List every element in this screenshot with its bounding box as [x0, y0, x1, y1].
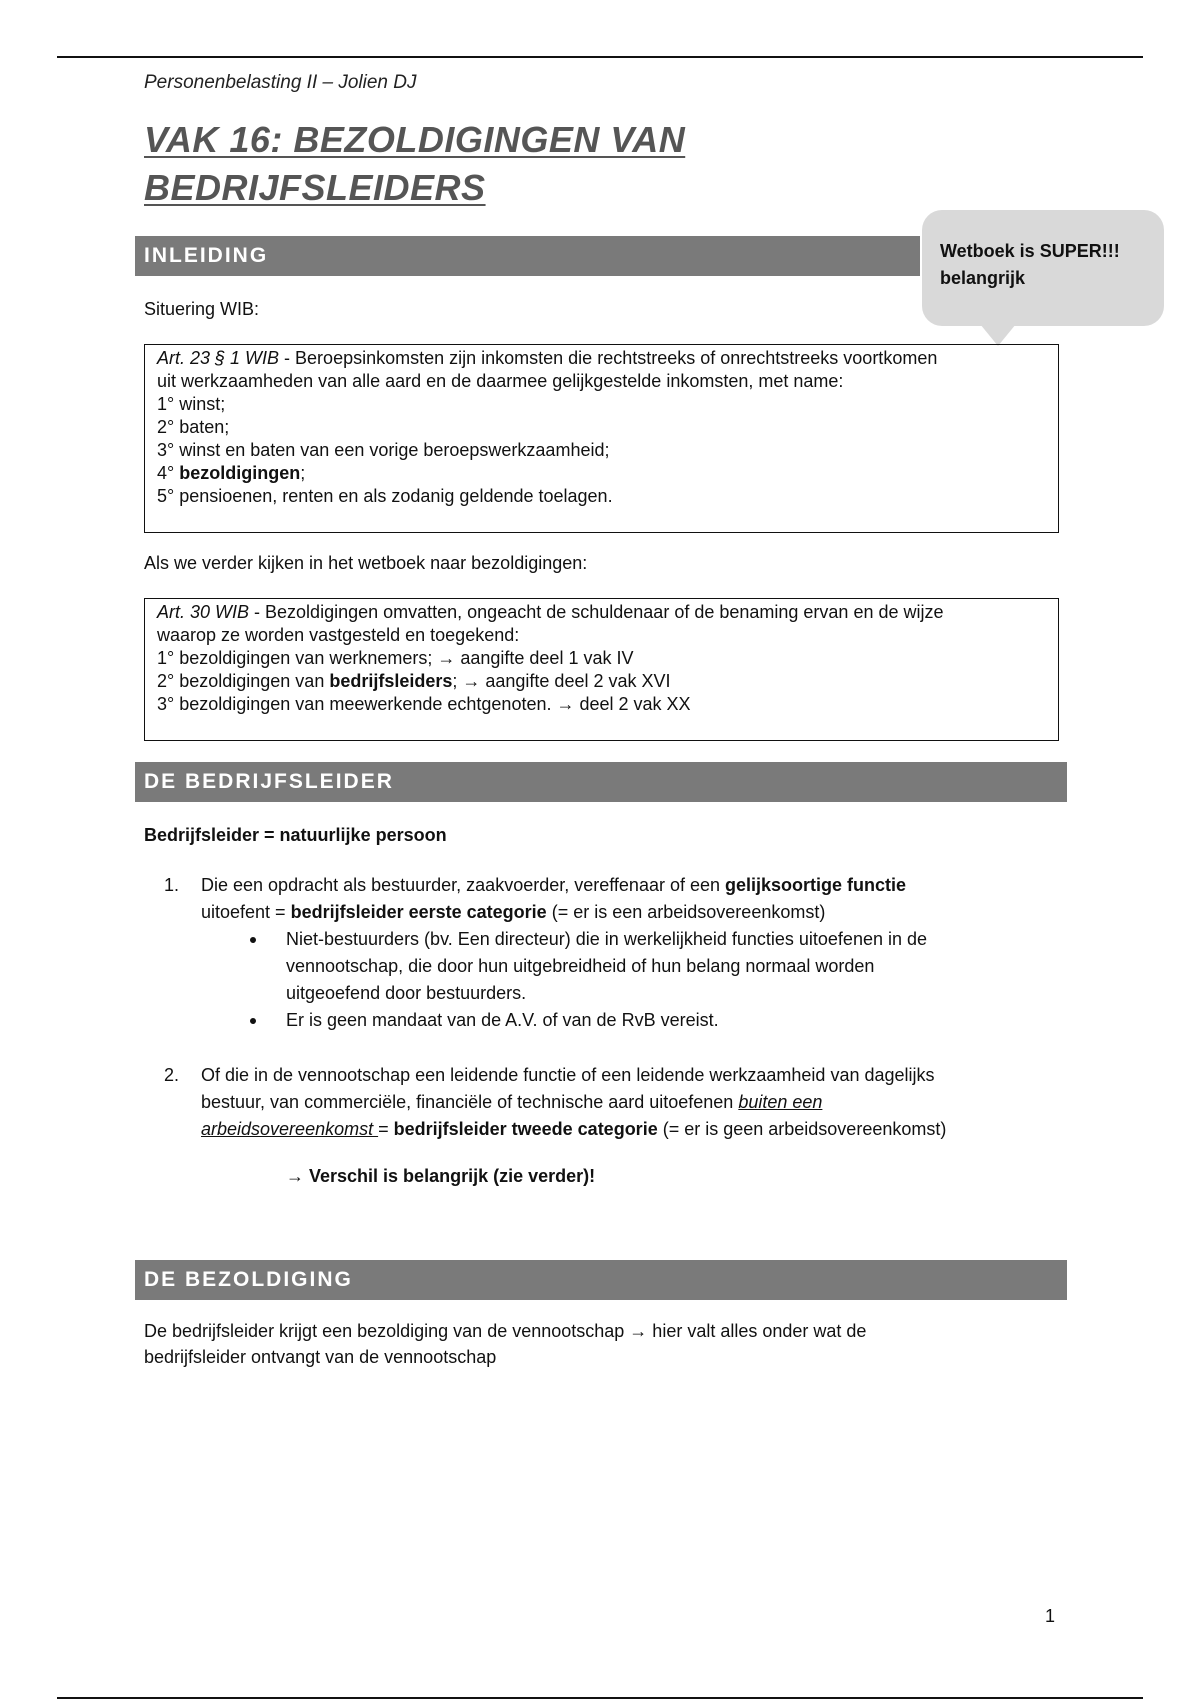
- law-item: 2° bezoldigingen van bedrijfsleiders; → aangifte deel 2 vak XVI: [157, 671, 671, 691]
- law-item: 2° baten;: [157, 417, 230, 437]
- title-line-1: VAK 16: BEZOLDIGINGEN VAN: [144, 119, 686, 160]
- bullet-item: Er is geen mandaat van de A.V. of van de RvB vereist.: [144, 1007, 950, 1034]
- law-item: 1° bezoldigingen van werknemers; → aangifte deel 1 vak IV: [157, 648, 634, 668]
- list-number: 2.: [164, 1065, 180, 1085]
- running-header: Personenbelasting II – Jolien DJ: [144, 72, 417, 93]
- callout-line-2: belangrijk: [940, 268, 1026, 288]
- page-number: 1: [1045, 1606, 1056, 1626]
- law-item: 5° pensioenen, renten en als zodanig geldende toelagen.: [157, 486, 613, 506]
- law-ref-art30: Art. 30 WIB: [157, 602, 250, 622]
- law-box-art30-line-1: Art. 30 WIB - Bezoldigingen omvatten, ongeacht de schuldenaar of de benaming ervan en de wijze: [157, 602, 944, 622]
- section-heading-bedrijfsleider: DE BEDRIJFSLEIDER: [135, 762, 1067, 802]
- law-box-art23-line-2: uit werkzaamheden van alle aard en de daarmee gelijkgestelde inkomsten, met name:: [157, 371, 844, 391]
- list-number: 1.: [164, 875, 180, 895]
- section-heading-bezoldiging: DE BEZOLDIGING: [135, 1260, 1067, 1300]
- law-box-art23-line-1: Art. 23 § 1 WIB - Beroepsinkomsten zijn inkomsten die rechtstreeks of onrechtstreeks voortkomen: [157, 348, 938, 368]
- law-box-art30: [144, 598, 1059, 741]
- comment-callout: [922, 210, 1164, 326]
- callout-tail: [980, 324, 1016, 346]
- bullet-item: Niet-bestuurders (bv. Een directeur) die in werkelijkheid functies uitoefenen in de vennootschap, die door hun uitgebreidheid of hun belang normaal worden uitgeoefend door bestuurders.: [144, 926, 950, 1007]
- law-box-art23: [144, 344, 1059, 533]
- important-note: → Verschil is belangrijk (zie verder)!: [286, 1166, 596, 1186]
- law-item: 3° bezoldigingen van meewerkende echtgenoten. → deel 2 vak XX: [157, 694, 691, 714]
- document-title: [144, 116, 864, 212]
- bedrijfsleider-list: [144, 872, 1064, 1034]
- inleiding-intro: Situering WIB:: [144, 299, 260, 319]
- bottom-rule: [57, 1697, 1143, 1699]
- inleiding-between-text: Als we verder kijken in het wetboek naar bezoldigingen:: [144, 553, 588, 573]
- section-heading-inleiding: INLEIDING: [135, 236, 920, 276]
- law-ref-art23: Art. 23 § 1 WIB: [157, 348, 280, 368]
- list-item-1: 1. Die een opdracht als bestuurder, zaakvoerder, vereffenaar of een gelijksoortige functie uitoefent = bedrijfsleider eerste categorie (= er is een arbeidsovereenkomst): [144, 872, 1064, 926]
- bullet-list: [144, 926, 1144, 1034]
- callout-line-1: Wetboek is SUPER!!!: [940, 241, 1120, 261]
- bullet-dot-icon: [250, 937, 256, 943]
- top-rule: [57, 56, 1143, 58]
- bezoldiging-paragraph: De bedrijfsleider krijgt een bezoldiging van de vennootschap → hier valt alles onder wat de bedrijfsleider ontvangt van de vennootschap: [144, 1321, 867, 1367]
- title-line-2: BEDRIJFSLEIDERS: [144, 167, 486, 208]
- law-item: 4° bezoldigingen;: [157, 463, 306, 483]
- law-item: 3° winst en baten van een vorige beroepswerkzaamheid;: [157, 440, 610, 460]
- bullet-dot-icon: [250, 1018, 256, 1024]
- list-item-2: 2. Of die in de vennootschap een leidende functie of een leidende werkzaamheid van dagelijks bestuur, van commerciële, financiële of technische aard uitoefenen buiten een arbeidsovereenkomst = bedrijfsleider tweede categorie (= er is geen arbeidsovereenkomst): [144, 1062, 1064, 1143]
- law-item: 1° winst;: [157, 394, 226, 414]
- bedrijfsleider-list-2: [144, 1062, 1064, 1143]
- law-box-art30-line-2: waarop ze worden vastgesteld en toegekend:: [157, 625, 520, 645]
- bedrijfsleider-definition: Bedrijfsleider = natuurlijke persoon: [144, 825, 447, 845]
